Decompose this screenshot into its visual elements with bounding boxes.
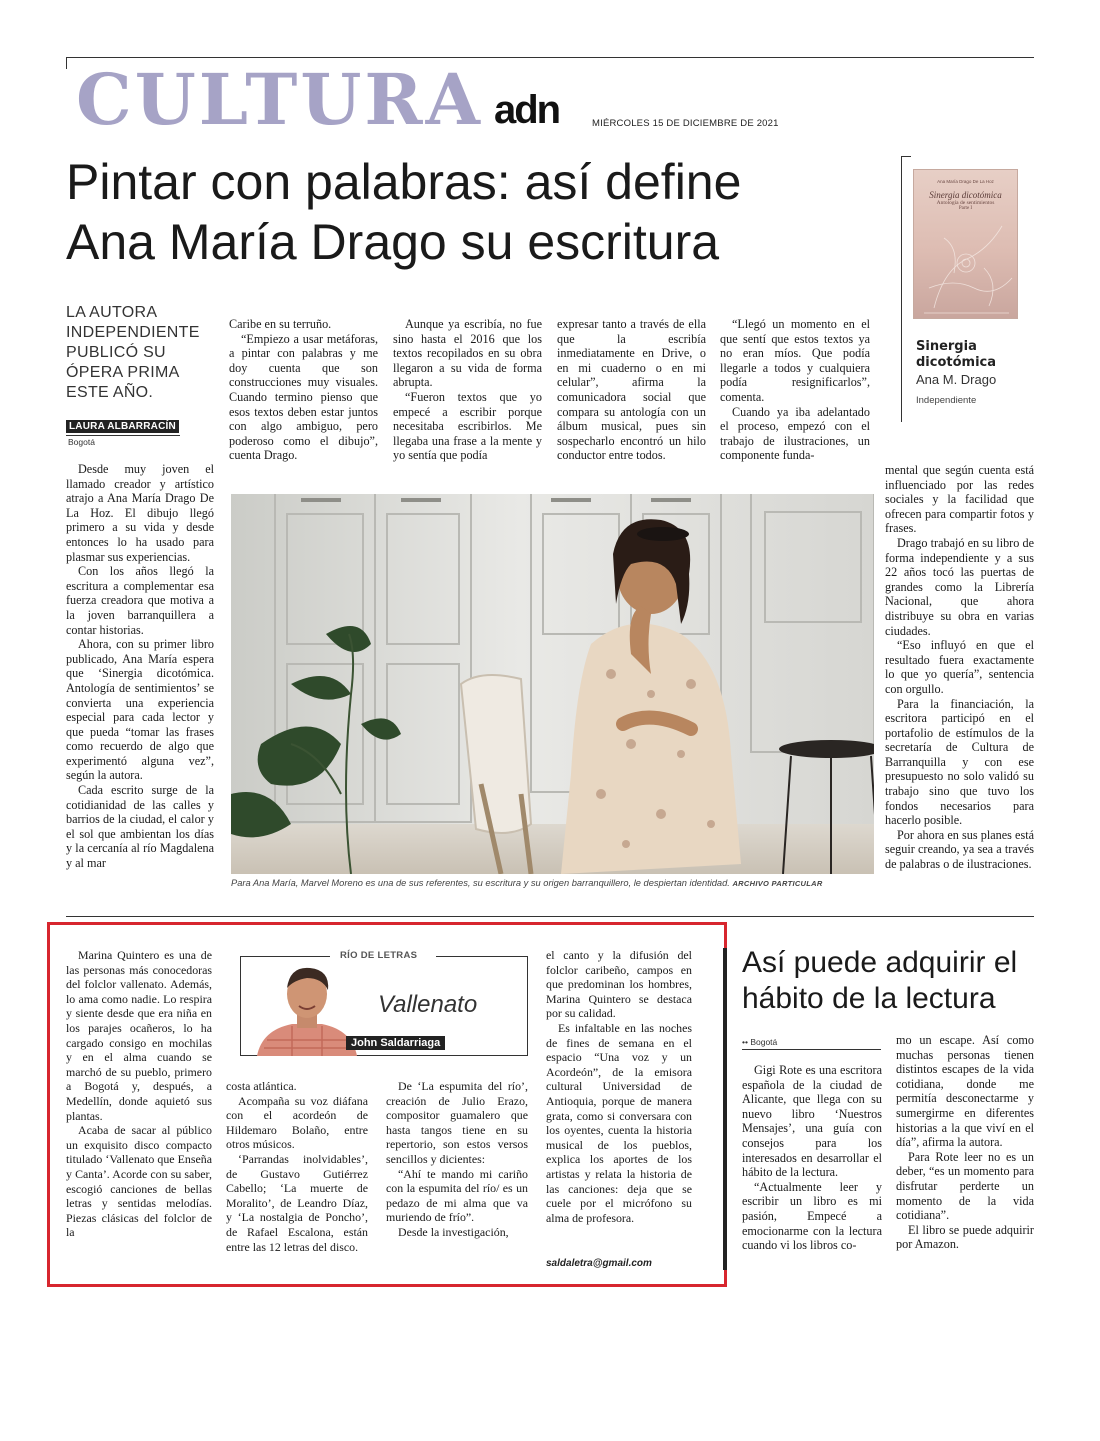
paragraph: Cada escrito surge de la cotidianidad de las calles y barrios de la ciudad, el calor y el sol que ambientan los días y la cercanía al río Magdalena y al mar — [66, 783, 214, 871]
byline-location: Bogotá — [68, 437, 95, 447]
side-col1 — [742, 1063, 882, 1253]
main-col3 — [393, 317, 542, 463]
paragraph: Acaba de sacar al público un exquisito disco compacto titulado ‘Vallenato que Enseña y Canta’. Acorde con su saber, escogió canciones de bellas letras y sentidas melodías. Piezas clásicas del folclor de la — [66, 1123, 212, 1240]
paragraph: Marina Quintero es una de las personas más conocedoras del folclor vallenato. Además, lo ama como nadie. Lo respira y siente desde que era niña en los parajes ocañeros, lo ha cargado consigo en mochilas y en el alma cuando se marchó de su pueblo, primero a Bogotá y, después, a Medellín, donde aquietó sus plantas. — [66, 948, 212, 1123]
paragraph: Gigi Rote es una escritora española de la ciudad de Alicante, que llega con su nuevo libro ‘Nuestros Mensajes’, una guía con consejos para los interesados en desarrollar el hábito de la lectura. — [742, 1063, 882, 1180]
side-col2 — [896, 1033, 1034, 1252]
header-rule-left — [240, 956, 330, 957]
photo-credit: ARCHIVO PARTICULAR — [732, 879, 823, 888]
location-dots-icon: •• — [742, 1037, 751, 1047]
book-cover-subtitle: Antología de sentimientos — [936, 200, 995, 206]
book-cover-illustration — [914, 218, 1017, 318]
column-kicker: RÍO DE LETRAS — [340, 950, 418, 961]
main-col4 — [557, 317, 706, 463]
paragraph: costa atlántica. — [226, 1079, 297, 1093]
paragraph: “Ahí te mando mi cariño con la espumita del río/ es un pedazo de mi alma que va muriendo de frío”. — [386, 1166, 528, 1225]
paragraph: Para la financiación, la escritora participó en el portafolio de estímulos de la secretaría de Cultura de Barranquilla y con ese presupuesto no solo validó su trabajo sino que tuvo los fondos necesarios para hacerlo posible. — [885, 696, 1034, 828]
main-subhead: LA AUTORA INDEPENDIENTE PUBLICÓ SU ÓPERA PRIMA ESTE AÑO. — [66, 304, 200, 401]
rio-col3 — [386, 1079, 528, 1240]
book-cover-part: Parte I — [958, 206, 973, 211]
columnist-email[interactable]: saldaletra@gmail.com — [546, 1258, 652, 1269]
side-location-text: Bogotá — [750, 1037, 778, 1047]
side-location — [742, 1037, 777, 1047]
book-box-rule — [901, 156, 902, 422]
paragraph: “Actualmente leer y escribir un libro es mi pasión, Empecé a emocionarme con la lectura cuando vi los libros co- — [742, 1179, 882, 1253]
paragraph: Desde muy joven el llamado creador y artístico atrajo a Ana María Drago De La Hoz. El dibujo llegó primero a su vida y desde entonces lo ha usado para plasmar sus experiencias. — [66, 462, 214, 564]
paragraph: Desde la investigación, — [398, 1224, 509, 1239]
paragraph: Para Rote leer no es un deber, “es un momento para disfrutar perderte un momento de la vida cotidiana”. — [896, 1149, 1034, 1223]
paragraph: “Eso influyó en que el resultado fuera exactamente lo que yo quería”, sentencia con orgullo. — [885, 638, 1034, 696]
section-title: CULTURA — [76, 58, 483, 141]
top-rule-tick — [66, 57, 67, 69]
side-headline — [742, 945, 1042, 1017]
article-photo — [231, 494, 874, 874]
rio-col1 — [66, 948, 212, 1240]
header-rule-right-vertical — [527, 956, 528, 1056]
paragraph: Ahora, con su primer libro publicado, Ana María espera que ‘Sinergia dicotómica. Antología de sentimientos’ se convierta una experiencia especial para cada lector y que pueda “tomar las frases como recuerdo de algo que experimentó alguna vez”, según la autora. — [66, 637, 214, 783]
column-header — [240, 946, 528, 1058]
column-title: Vallenato — [378, 991, 478, 1018]
paragraph: El libro se puede adquirir por Amazon. — [896, 1222, 1034, 1252]
rio-col2 — [226, 1079, 368, 1254]
side-headline-line2: hábito de la lectura — [742, 982, 996, 1015]
main-col2 — [229, 317, 378, 463]
book-box-rule-tick — [901, 156, 911, 157]
paragraph: Drago trabajó en su libro de forma independiente y a sus 22 años tocó las puertas de grandes como la Librería Nacional, que ahora distribuye su obra en varias ciudades. — [885, 535, 1034, 638]
paragraph: el canto y la difusión del folclor caribeño, campos en que predominan los hombres, Marina Quintero se destaca por su calidad. — [546, 948, 692, 1021]
book-cover-title: Sinergia dicotómica — [929, 190, 1002, 200]
paragraph: ‘Parrandas inolvidables’, de Gustavo Gutiérrez Cabello; ‘La muerte de Moralito’, de Leandro Díaz, y ‘La nostalgia de Poncho’, de Rafael Escalona, están entre las 12 letras del disco. — [226, 1151, 368, 1254]
paragraph: mo un escape. Así como muchas personas tienen distintos escapes de la vida cotidiana, donde me permitía desconectarme y sumergirme en diferentes historias a la que viví en el día”, afirma la autora. — [896, 1033, 1034, 1150]
paragraph: “Fueron textos que yo empecé a escribir porque necesitaba escribirlos. Me llegaba una frase a la mente y yo sentía que podía — [393, 389, 542, 463]
book-publisher: Independiente — [916, 395, 977, 406]
issue-date: MIÉRCOLES 15 DE DICIEMBRE DE 2021 — [592, 118, 779, 129]
paragraph: mental que según cuenta está influenciado por las redes sociales y la facilidad que ofrecen para compartir fotos y frases. — [885, 463, 1034, 536]
side-location-rule — [742, 1049, 881, 1050]
byline-author: LAURA ALBARRACÍN — [66, 420, 179, 433]
paragraph: Acompaña su voz diáfana con el acordeón de Hildemaro Bolaño, entre otros músicos. — [226, 1093, 368, 1152]
main-col1 — [66, 462, 214, 871]
book-cover-author: Ana María Drago De La Hoz — [937, 179, 994, 184]
paragraph: Con los años llegó la escritura a complementar esa fuerza creadora que motiva a la joven barranquillera a contar historias. — [66, 564, 214, 637]
paragraph: Por ahora en sus planes está seguir creando, ya sea a través de palabras o de ilustraciones. — [885, 827, 1034, 872]
paragraph: De ‘La espumita del río’, creación de Julio Erazo, compositor guamalero que hasta tangos tiene en su repertorio, son estos versos sencillos y dicientes: — [386, 1079, 528, 1166]
byline-rule — [66, 435, 180, 436]
book-title: Sinergia dicotómica — [916, 339, 997, 370]
main-headline-line2: Ana María Drago su escritura — [66, 214, 720, 270]
columnist-name: John Saldarriaga — [346, 1036, 445, 1050]
main-col5 — [720, 317, 870, 463]
photo-caption — [231, 878, 931, 888]
rio-col4 — [546, 948, 692, 1225]
book-cover — [914, 170, 1017, 318]
paragraph: “Empiezo a usar metáforas, a pintar con palabras y me doy cuenta que son construcciones muy visuales. Cuando termino pienso que esos textos deben estar juntos con algo ambiguo, pero poderoso como el dibujo”, cuenta Drago. — [229, 331, 378, 463]
main-headline — [66, 152, 866, 272]
main-headline-line1: Pintar con palabras: así define — [66, 154, 742, 210]
photo-caption-text: Para Ana María, Marvel Moreno es una de sus referentes, su escritura y su origen barranquillero, le despiertan identidad. — [231, 878, 730, 888]
section-divider — [66, 916, 1034, 917]
header-rule-left-vertical — [240, 956, 241, 1056]
side-headline-line1: Así puede adquirir el — [742, 946, 1018, 979]
brand-logo: adn — [494, 88, 560, 132]
paragraph: “Llegó un momento en el que sentí que estos textos ya no eran míos. Que podía llegarle a todos y cualquiera podía resignificarlos”, comenta. — [720, 317, 870, 404]
paragraph: Es infaltable en las noches de fines de semana en el espacio “Una voz y un Acordeón”, de la emisora cultural Universidad de Antioquia, porque de manera grata, como si conversara con los oyentes, cuenta la historia musical de los pueblos, explica los aportes de los artistas y relata la historia de las canciones: deja que se cuele por el micrófono su alma de profesora. — [546, 1020, 692, 1225]
main-col6 — [885, 463, 1034, 872]
header-rule-right — [436, 956, 528, 957]
paragraph: Caribe en su terruño. — [229, 317, 332, 331]
paragraph: Cuando ya iba adelantado el proceso, empezó con el trabajo de ilustraciones, un componente funda- — [720, 404, 870, 463]
side-article-rule — [723, 948, 727, 1270]
paragraph: Aunque ya escribía, no fue sino hasta el 2016 que los textos recopilados en su obra llegaron a su vida de forma abrupta. — [393, 317, 542, 390]
paragraph: expresar tanto a través de ella que la escribía inmediatamente en Drive, o en mi cuaderno o en mi celular”, afirma la comunicadora social que compara su antología con un álbum musical, pues sin sospecharlo encontró un hilo conductor entre todos. — [557, 317, 706, 463]
book-author: Ana M. Drago — [916, 372, 997, 387]
